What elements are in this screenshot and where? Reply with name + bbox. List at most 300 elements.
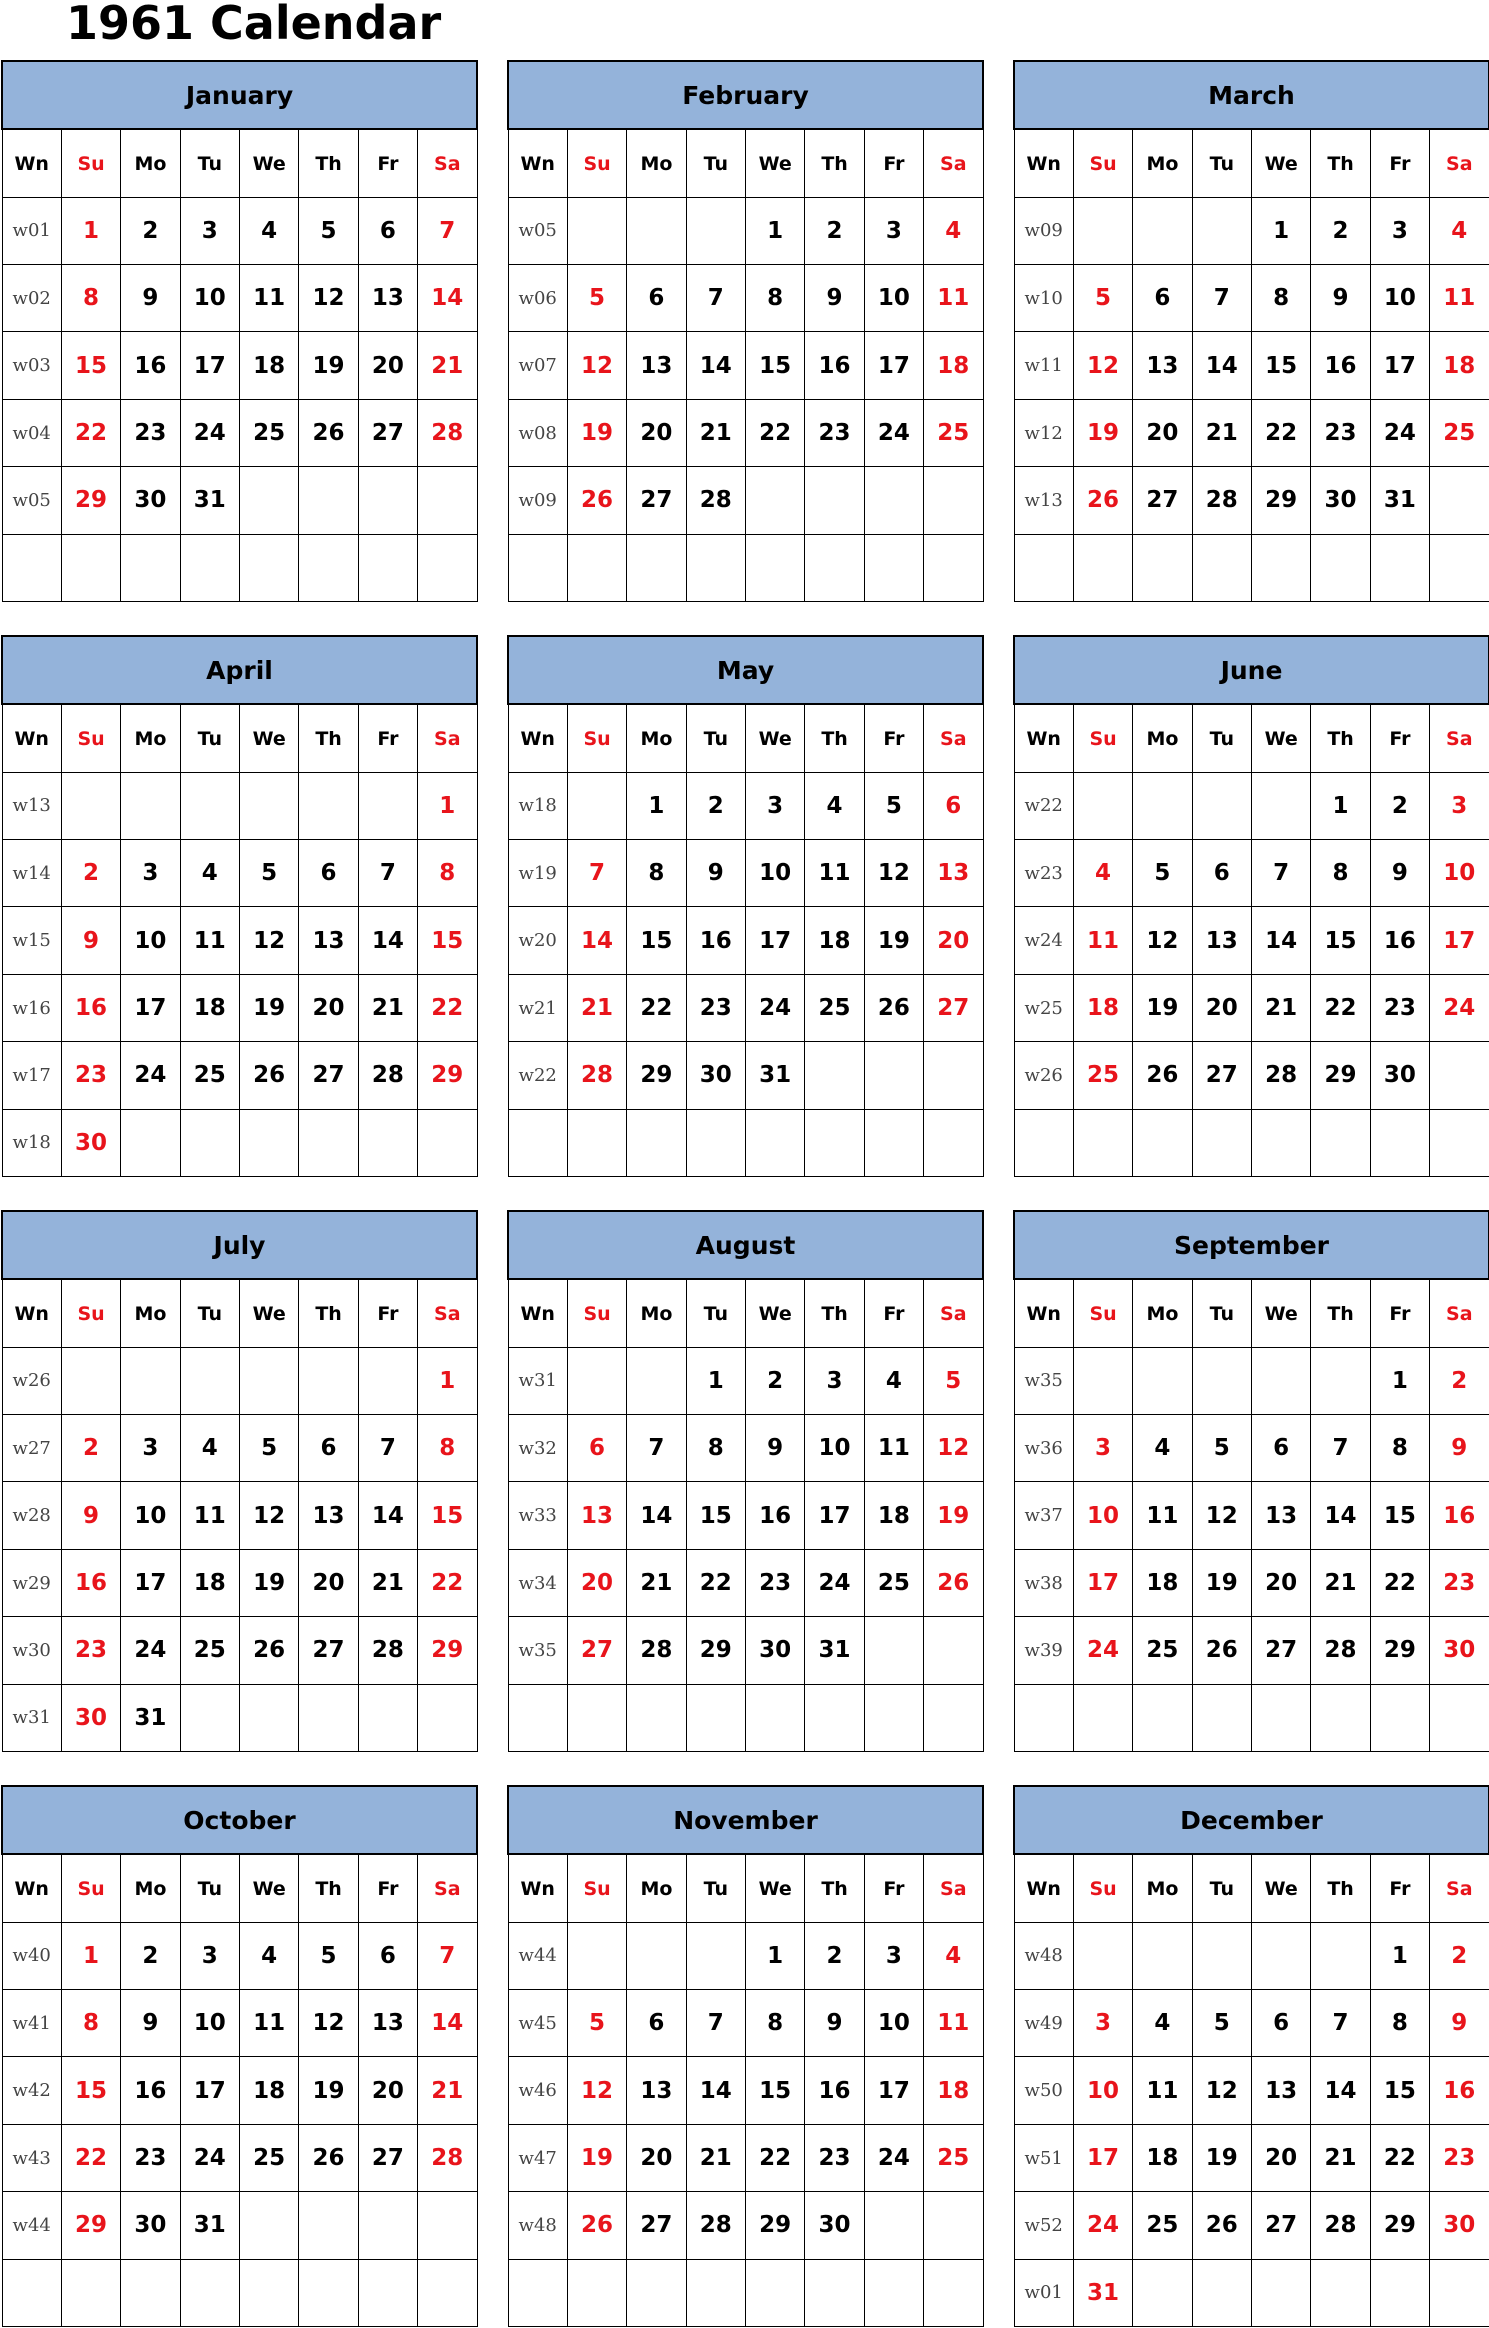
day-cell	[1192, 1347, 1251, 1414]
day-cell: 18	[864, 1482, 923, 1549]
day-cell: 18	[1430, 332, 1489, 399]
weekday-header: Tu	[180, 129, 239, 197]
weekday-header: Mo	[1133, 129, 1192, 197]
weekday-header: Sa	[1430, 704, 1489, 772]
day-cell: 20	[567, 1549, 626, 1616]
day-cell: 4	[864, 1347, 923, 1414]
week-row	[508, 1990, 983, 2057]
week-number: w05	[2, 467, 61, 534]
week-row	[1014, 1109, 1489, 1176]
week-number	[1014, 1109, 1073, 1176]
week-row	[1014, 1922, 1489, 1989]
day-cell	[1192, 2259, 1251, 2326]
day-cell: 11	[1133, 1482, 1192, 1549]
day-cell	[180, 1684, 239, 1751]
day-cell: 11	[1073, 907, 1132, 974]
week-row	[1014, 2124, 1489, 2191]
week-row	[2, 1347, 477, 1414]
day-cell: 7	[1252, 840, 1311, 907]
day-cell: 20	[1133, 399, 1192, 466]
day-cell	[1370, 1684, 1429, 1751]
weekday-header: Wn	[508, 1279, 567, 1347]
week-number: w43	[2, 2124, 61, 2191]
day-cell	[864, 1109, 923, 1176]
day-cell: 10	[1073, 2057, 1132, 2124]
weekday-header: Tu	[686, 1854, 745, 1922]
day-cell: 23	[746, 1549, 805, 1616]
day-cell	[299, 1347, 358, 1414]
week-row	[508, 2124, 983, 2191]
week-row	[2, 772, 477, 839]
day-cell	[746, 1684, 805, 1751]
day-cell: 8	[1311, 840, 1370, 907]
weekday-header: Wn	[508, 1854, 567, 1922]
day-cell: 9	[805, 265, 864, 332]
weekday-header: Tu	[1192, 704, 1251, 772]
day-cell: 13	[567, 1482, 626, 1549]
week-number: w44	[508, 1922, 567, 1989]
day-cell: 9	[1430, 1415, 1489, 1482]
day-cell: 9	[61, 907, 120, 974]
day-cell	[567, 197, 626, 264]
day-cell: 29	[1370, 2192, 1429, 2259]
month-may	[507, 635, 984, 1177]
day-cell	[121, 1347, 180, 1414]
day-cell	[1430, 467, 1489, 534]
day-cell	[1311, 2259, 1370, 2326]
month-name: December	[1014, 1786, 1489, 1854]
day-cell	[627, 1684, 686, 1751]
weekday-header: Mo	[627, 129, 686, 197]
day-cell: 13	[358, 265, 417, 332]
day-cell	[180, 2259, 239, 2326]
day-cell	[121, 534, 180, 601]
day-cell: 15	[61, 332, 120, 399]
day-cell	[1073, 1109, 1132, 1176]
day-cell: 5	[299, 197, 358, 264]
day-cell	[924, 2192, 983, 2259]
day-cell: 11	[240, 1990, 299, 2057]
day-cell	[418, 534, 477, 601]
day-cell	[1430, 1042, 1489, 1109]
week-row	[1014, 1415, 1489, 1482]
day-cell: 5	[1192, 1415, 1251, 1482]
day-cell: 15	[686, 1482, 745, 1549]
week-row	[2, 1617, 477, 1684]
day-cell: 16	[1311, 332, 1370, 399]
day-cell: 7	[358, 840, 417, 907]
day-cell: 27	[627, 2192, 686, 2259]
day-cell	[746, 1109, 805, 1176]
month-table	[507, 60, 984, 602]
weekday-header: Th	[299, 704, 358, 772]
day-cell: 22	[61, 399, 120, 466]
day-cell: 11	[180, 907, 239, 974]
day-cell: 6	[567, 1415, 626, 1482]
day-cell	[1252, 772, 1311, 839]
day-cell	[567, 2259, 626, 2326]
day-cell: 3	[746, 772, 805, 839]
day-cell: 13	[299, 1482, 358, 1549]
day-cell: 27	[1252, 1617, 1311, 1684]
week-row	[508, 772, 983, 839]
day-cell: 9	[121, 265, 180, 332]
day-cell: 8	[1370, 1415, 1429, 1482]
day-cell: 17	[1073, 2124, 1132, 2191]
month-november	[507, 1785, 984, 2327]
day-cell: 6	[627, 1990, 686, 2057]
day-cell: 25	[1133, 1617, 1192, 1684]
day-cell	[121, 1109, 180, 1176]
day-cell	[1252, 1684, 1311, 1751]
day-cell: 3	[180, 197, 239, 264]
week-number: w04	[2, 399, 61, 466]
day-cell: 15	[61, 2057, 120, 2124]
day-cell: 16	[805, 2057, 864, 2124]
weekday-header: Tu	[1192, 1854, 1251, 1922]
day-cell: 12	[567, 332, 626, 399]
week-number: w21	[508, 974, 567, 1041]
day-cell: 26	[567, 2192, 626, 2259]
day-cell	[686, 1109, 745, 1176]
week-number: w17	[2, 1042, 61, 1109]
day-cell: 4	[924, 1922, 983, 1989]
week-number	[2, 534, 61, 601]
day-cell: 28	[1311, 2192, 1370, 2259]
weekday-header: We	[746, 1854, 805, 1922]
day-cell: 25	[180, 1617, 239, 1684]
weekday-header: Sa	[418, 1854, 477, 1922]
day-cell: 10	[121, 1482, 180, 1549]
week-number: w50	[1014, 2057, 1073, 2124]
day-cell: 4	[180, 840, 239, 907]
week-number: w37	[1014, 1482, 1073, 1549]
day-cell: 11	[1133, 2057, 1192, 2124]
day-cell: 6	[1192, 840, 1251, 907]
weekday-header: Su	[567, 1279, 626, 1347]
day-cell	[1252, 1922, 1311, 1989]
day-cell	[121, 772, 180, 839]
day-cell: 7	[1311, 1415, 1370, 1482]
day-cell: 2	[1430, 1347, 1489, 1414]
day-cell: 11	[240, 265, 299, 332]
day-cell	[1430, 2259, 1489, 2326]
weekday-header: Fr	[358, 1854, 417, 1922]
day-cell: 20	[1252, 1549, 1311, 1616]
day-cell: 8	[1252, 265, 1311, 332]
weekday-header: Wn	[2, 1279, 61, 1347]
day-cell: 19	[1192, 2124, 1251, 2191]
day-cell: 19	[1073, 399, 1132, 466]
day-cell: 23	[61, 1617, 120, 1684]
weekday-header: Sa	[418, 1279, 477, 1347]
day-cell: 21	[1311, 1549, 1370, 1616]
day-cell: 13	[627, 332, 686, 399]
day-cell: 2	[1370, 772, 1429, 839]
day-cell: 26	[299, 399, 358, 466]
week-number: w31	[2, 1684, 61, 1751]
day-cell	[805, 1684, 864, 1751]
week-number: w25	[1014, 974, 1073, 1041]
week-number: w31	[508, 1347, 567, 1414]
month-table	[1013, 1210, 1489, 1752]
day-cell: 29	[61, 467, 120, 534]
day-cell: 9	[1311, 265, 1370, 332]
weekday-header: Su	[1073, 1854, 1132, 1922]
day-cell: 4	[1133, 1990, 1192, 2057]
day-cell: 23	[686, 974, 745, 1041]
month-name: May	[508, 636, 983, 704]
day-cell: 20	[627, 399, 686, 466]
day-cell: 2	[121, 1922, 180, 1989]
day-cell	[240, 772, 299, 839]
day-cell: 15	[1311, 907, 1370, 974]
day-cell: 8	[746, 265, 805, 332]
day-cell	[805, 534, 864, 601]
weekday-header: Mo	[1133, 1279, 1192, 1347]
day-cell: 5	[240, 840, 299, 907]
day-cell	[358, 1684, 417, 1751]
weekday-header: Su	[1073, 1279, 1132, 1347]
weekday-header: Tu	[686, 129, 745, 197]
day-cell: 16	[746, 1482, 805, 1549]
week-number: w26	[2, 1347, 61, 1414]
week-number: w11	[1014, 332, 1073, 399]
week-number: w23	[1014, 840, 1073, 907]
day-cell: 28	[1192, 467, 1251, 534]
day-cell: 2	[61, 840, 120, 907]
day-cell: 26	[1133, 1042, 1192, 1109]
day-cell: 18	[1133, 1549, 1192, 1616]
weekday-header: Su	[567, 704, 626, 772]
day-cell	[567, 1347, 626, 1414]
weekday-header: Th	[1311, 1854, 1370, 1922]
day-cell	[864, 534, 923, 601]
day-cell: 14	[358, 1482, 417, 1549]
day-cell: 10	[805, 1415, 864, 1482]
month-table	[1013, 1785, 1489, 2327]
day-cell: 19	[567, 399, 626, 466]
day-cell: 13	[1252, 1482, 1311, 1549]
day-cell: 14	[627, 1482, 686, 1549]
day-cell: 2	[805, 1922, 864, 1989]
day-cell: 1	[1311, 772, 1370, 839]
day-cell	[567, 1684, 626, 1751]
day-cell: 15	[1252, 332, 1311, 399]
day-cell: 31	[121, 1684, 180, 1751]
day-cell	[1252, 534, 1311, 601]
week-number: w47	[508, 2124, 567, 2191]
week-number: w24	[1014, 907, 1073, 974]
week-row	[2, 1549, 477, 1616]
day-cell: 17	[1370, 332, 1429, 399]
day-cell: 16	[686, 907, 745, 974]
day-cell: 6	[299, 840, 358, 907]
week-row	[2, 1482, 477, 1549]
week-row	[1014, 840, 1489, 907]
day-cell	[1073, 534, 1132, 601]
week-row	[508, 197, 983, 264]
month-table	[1, 1785, 478, 2327]
week-row	[508, 2057, 983, 2124]
day-cell: 11	[1430, 265, 1489, 332]
day-cell: 12	[1073, 332, 1132, 399]
week-number: w22	[508, 1042, 567, 1109]
day-cell: 24	[746, 974, 805, 1041]
day-cell: 29	[686, 1617, 745, 1684]
week-row	[1014, 399, 1489, 466]
day-cell: 7	[686, 1990, 745, 2057]
day-cell: 1	[746, 1922, 805, 1989]
day-cell	[864, 467, 923, 534]
week-row	[1014, 1482, 1489, 1549]
day-cell	[924, 534, 983, 601]
day-cell	[686, 197, 745, 264]
day-cell: 24	[1430, 974, 1489, 1041]
day-cell: 17	[121, 974, 180, 1041]
day-cell	[1133, 772, 1192, 839]
day-cell	[180, 772, 239, 839]
day-cell: 25	[240, 2124, 299, 2191]
day-cell: 20	[299, 1549, 358, 1616]
day-cell: 5	[299, 1922, 358, 1989]
day-cell	[299, 1684, 358, 1751]
day-cell: 15	[627, 907, 686, 974]
day-cell: 19	[240, 974, 299, 1041]
week-number	[1014, 534, 1073, 601]
day-cell	[1370, 1109, 1429, 1176]
week-number: w34	[508, 1549, 567, 1616]
day-cell: 19	[1133, 974, 1192, 1041]
day-cell: 4	[240, 1922, 299, 1989]
day-cell: 22	[61, 2124, 120, 2191]
week-number: w39	[1014, 1617, 1073, 1684]
week-number: w36	[1014, 1415, 1073, 1482]
day-cell: 15	[746, 2057, 805, 2124]
weekday-header: Su	[61, 1854, 120, 1922]
day-cell: 12	[1192, 2057, 1251, 2124]
month-table	[1, 635, 478, 1177]
day-cell: 24	[121, 1617, 180, 1684]
day-cell: 16	[1370, 907, 1429, 974]
month-table	[1013, 60, 1489, 602]
day-cell: 27	[627, 467, 686, 534]
day-cell	[1192, 534, 1251, 601]
day-cell: 22	[746, 399, 805, 466]
weekday-header: We	[240, 704, 299, 772]
day-cell: 8	[61, 265, 120, 332]
day-cell	[805, 1109, 864, 1176]
day-cell	[180, 1347, 239, 1414]
day-cell: 19	[299, 332, 358, 399]
day-cell: 20	[1192, 974, 1251, 1041]
day-cell: 30	[1430, 1617, 1489, 1684]
day-cell: 7	[358, 1415, 417, 1482]
weekday-header: Fr	[864, 1854, 923, 1922]
day-cell: 9	[121, 1990, 180, 2057]
weekday-header: Wn	[2, 704, 61, 772]
weekday-header: Fr	[1370, 704, 1429, 772]
day-cell: 10	[180, 265, 239, 332]
weekday-header: Su	[61, 704, 120, 772]
day-cell	[61, 534, 120, 601]
week-row	[1014, 1549, 1489, 1616]
month-name: March	[1014, 61, 1489, 129]
day-cell: 10	[1370, 265, 1429, 332]
day-cell: 12	[299, 265, 358, 332]
day-cell: 26	[864, 974, 923, 1041]
day-cell: 10	[180, 1990, 239, 2057]
week-number	[1014, 1684, 1073, 1751]
day-cell	[240, 2259, 299, 2326]
week-row	[2, 399, 477, 466]
month-name: February	[508, 61, 983, 129]
day-cell	[299, 467, 358, 534]
weekday-header: Wn	[508, 704, 567, 772]
day-cell: 18	[240, 332, 299, 399]
day-cell	[746, 467, 805, 534]
week-row	[508, 1922, 983, 1989]
week-row	[508, 1415, 983, 1482]
day-cell	[1133, 1922, 1192, 1989]
day-cell: 14	[418, 1990, 477, 2057]
week-row	[1014, 1990, 1489, 2057]
week-row	[508, 534, 983, 601]
day-cell: 17	[864, 2057, 923, 2124]
week-row	[508, 974, 983, 1041]
weekday-header: Th	[805, 1279, 864, 1347]
day-cell	[358, 772, 417, 839]
day-cell: 12	[299, 1990, 358, 2057]
day-cell	[805, 1042, 864, 1109]
week-number	[508, 2259, 567, 2326]
day-cell	[299, 772, 358, 839]
day-cell: 14	[358, 907, 417, 974]
day-cell	[240, 1109, 299, 1176]
day-cell	[924, 2259, 983, 2326]
day-cell	[240, 2192, 299, 2259]
day-cell: 22	[418, 1549, 477, 1616]
month-table	[1, 60, 478, 602]
day-cell: 24	[1073, 2192, 1132, 2259]
day-cell: 3	[1370, 197, 1429, 264]
day-cell: 15	[418, 1482, 477, 1549]
day-cell: 28	[418, 399, 477, 466]
month-name: July	[2, 1211, 477, 1279]
day-cell: 19	[1192, 1549, 1251, 1616]
day-cell: 28	[686, 467, 745, 534]
day-cell: 11	[864, 1415, 923, 1482]
day-cell: 23	[1430, 1549, 1489, 1616]
day-cell: 29	[1252, 467, 1311, 534]
weekday-header: We	[746, 704, 805, 772]
month-june	[1013, 635, 1489, 1177]
weekday-header: Sa	[418, 129, 477, 197]
day-cell: 24	[1370, 399, 1429, 466]
day-cell: 30	[121, 467, 180, 534]
month-name: November	[508, 1786, 983, 1854]
day-cell: 25	[924, 2124, 983, 2191]
day-cell: 27	[567, 1617, 626, 1684]
week-row	[508, 467, 983, 534]
day-cell: 4	[180, 1415, 239, 1482]
day-cell: 5	[924, 1347, 983, 1414]
day-cell: 25	[805, 974, 864, 1041]
weekday-header: Fr	[358, 704, 417, 772]
week-row	[2, 197, 477, 264]
weekday-header: Fr	[864, 1279, 923, 1347]
day-cell: 18	[1073, 974, 1132, 1041]
